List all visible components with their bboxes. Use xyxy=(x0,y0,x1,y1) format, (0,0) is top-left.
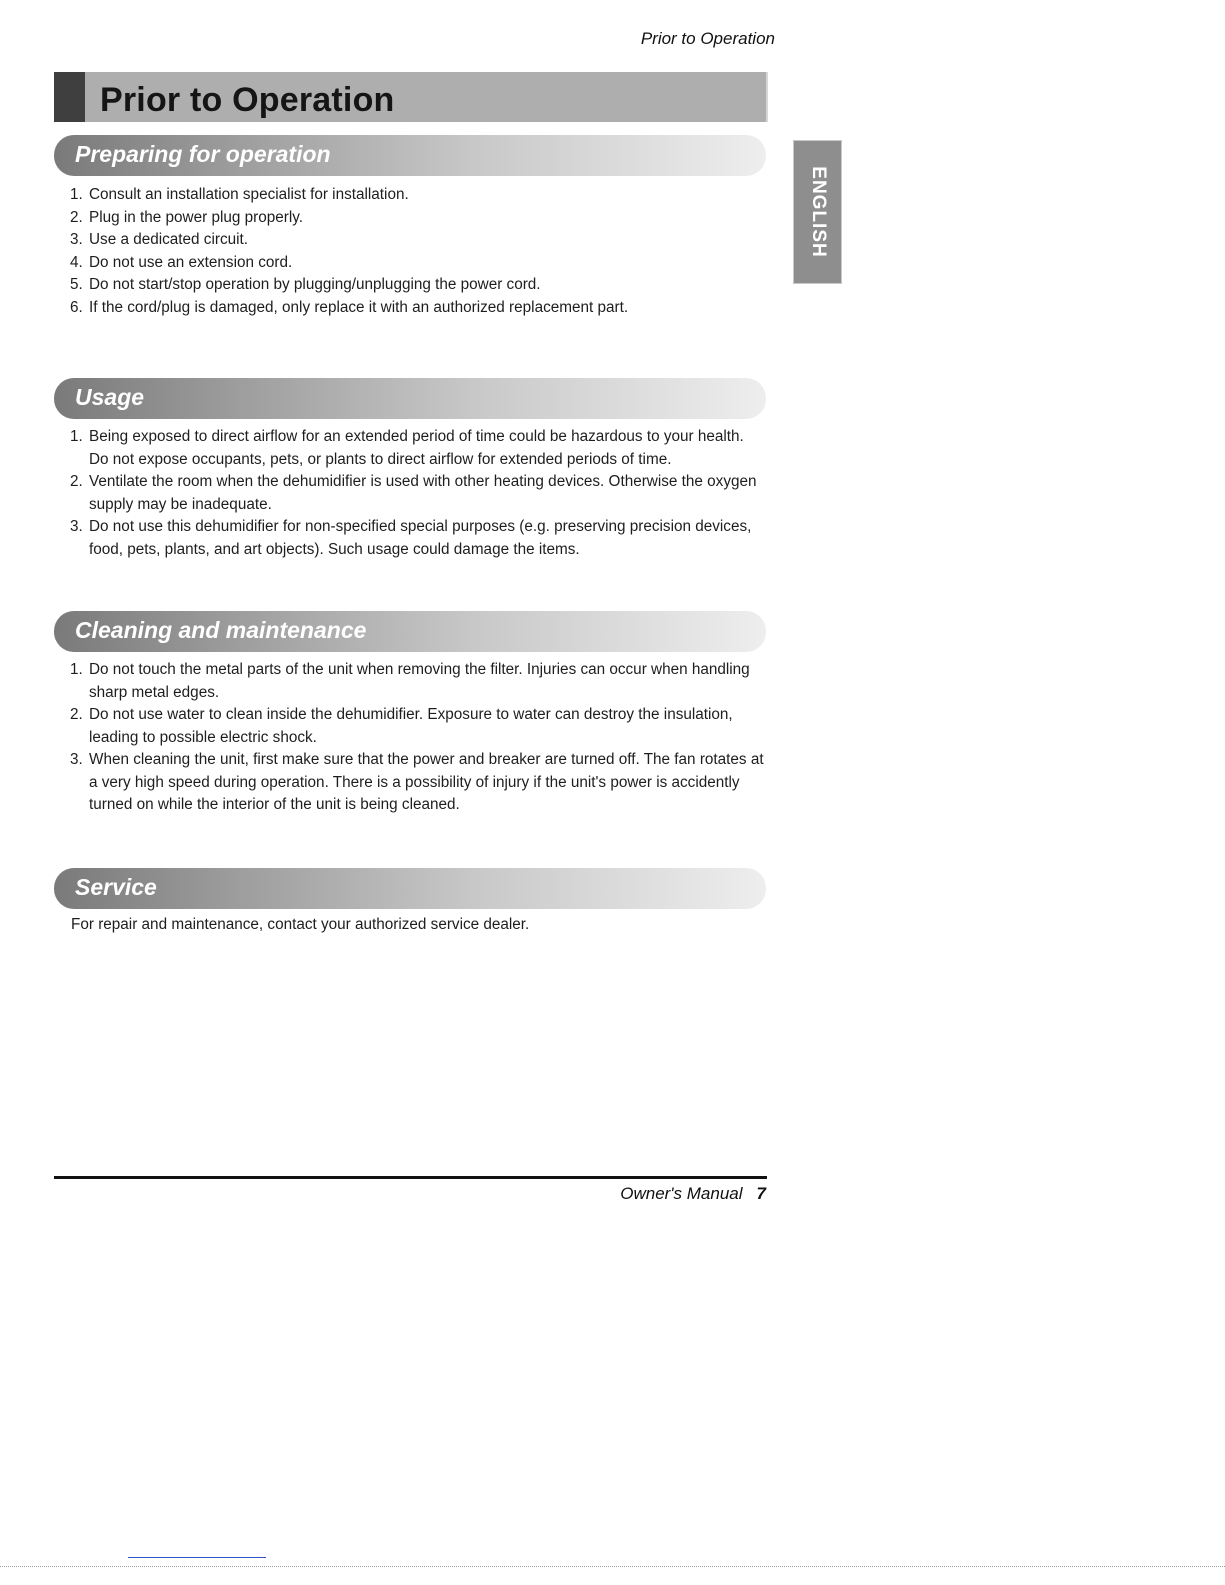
usage-list xyxy=(70,426,760,561)
list-item: 2. Do not use water to clean inside the dehumidifier. Exposure to water can destroy the insulation, leading to possible electric shock. xyxy=(70,706,733,746)
list-item: 2. Ventilate the room when the dehumidifier is used with other heating devices. Otherwise the oxygen supply may be inadequate. xyxy=(70,473,757,513)
language-tab-label: ENGLISH xyxy=(807,166,829,258)
list-item: 3. When cleaning the unit, first make sure that the power and breaker are turned off. The fan rotates at a very high speed during operation. There is a possibility of injury if the unit's power is accidently turned on while the interior of the unit is being cleaned. xyxy=(70,751,764,813)
list-item: 2. Plug in the power plug properly. xyxy=(70,208,303,226)
page-title: Prior to Operation xyxy=(100,81,395,119)
section-header-preparing xyxy=(54,135,766,176)
list-item: 3. Use a dedicated circuit. xyxy=(70,231,248,248)
section-title: Cleaning and maintenance xyxy=(75,617,367,643)
footer xyxy=(620,1184,766,1204)
list-item: 1. Do not touch the metal parts of the unit when removing the filter. Injuries can occur when handling sharp metal edges. xyxy=(70,661,750,701)
preparing-list xyxy=(70,184,770,319)
list-item: 1. Consult an installation specialist for installation. xyxy=(70,186,409,203)
section-header-service xyxy=(54,868,766,909)
section-header-usage xyxy=(54,378,766,419)
cleaning-list xyxy=(70,659,770,817)
running-header: Prior to Operation xyxy=(640,29,775,48)
language-tab xyxy=(793,140,842,284)
service-text: For repair and maintenance, contact your authorized service dealer. xyxy=(71,916,530,933)
list-item: 3. Do not use this dehumidifier for non-specified special purposes (e.g. preserving precision devices, food, pets, plants, and art objects). Such usage could damage the items. xyxy=(70,518,752,558)
page-title-bar xyxy=(54,72,768,122)
page-number: 7 xyxy=(756,1184,766,1203)
list-item: 4. Do not use an extension cord. xyxy=(70,253,293,271)
footer-label: Owner's Manual xyxy=(620,1184,743,1203)
bottom-link-line xyxy=(128,1557,266,1558)
section-title: Service xyxy=(75,874,157,900)
list-item: 5. Do not start/stop operation by plugging/unplugging the power cord. xyxy=(70,276,541,293)
footer-rule xyxy=(54,1176,767,1179)
section-header-cleaning xyxy=(54,611,766,652)
title-marker xyxy=(54,72,85,122)
bottom-dotted-divider xyxy=(0,1566,1225,1567)
list-item: 1. Being exposed to direct airflow for an extended period of time could be hazardous to your health. Do not expose occupants, pets, or plants to direct airflow for extended periods of time. xyxy=(70,428,744,468)
section-title: Preparing for operation xyxy=(75,141,331,167)
list-item: 6. If the cord/plug is damaged, only replace it with an authorized replacement part. xyxy=(70,298,629,316)
section-title: Usage xyxy=(75,384,145,410)
